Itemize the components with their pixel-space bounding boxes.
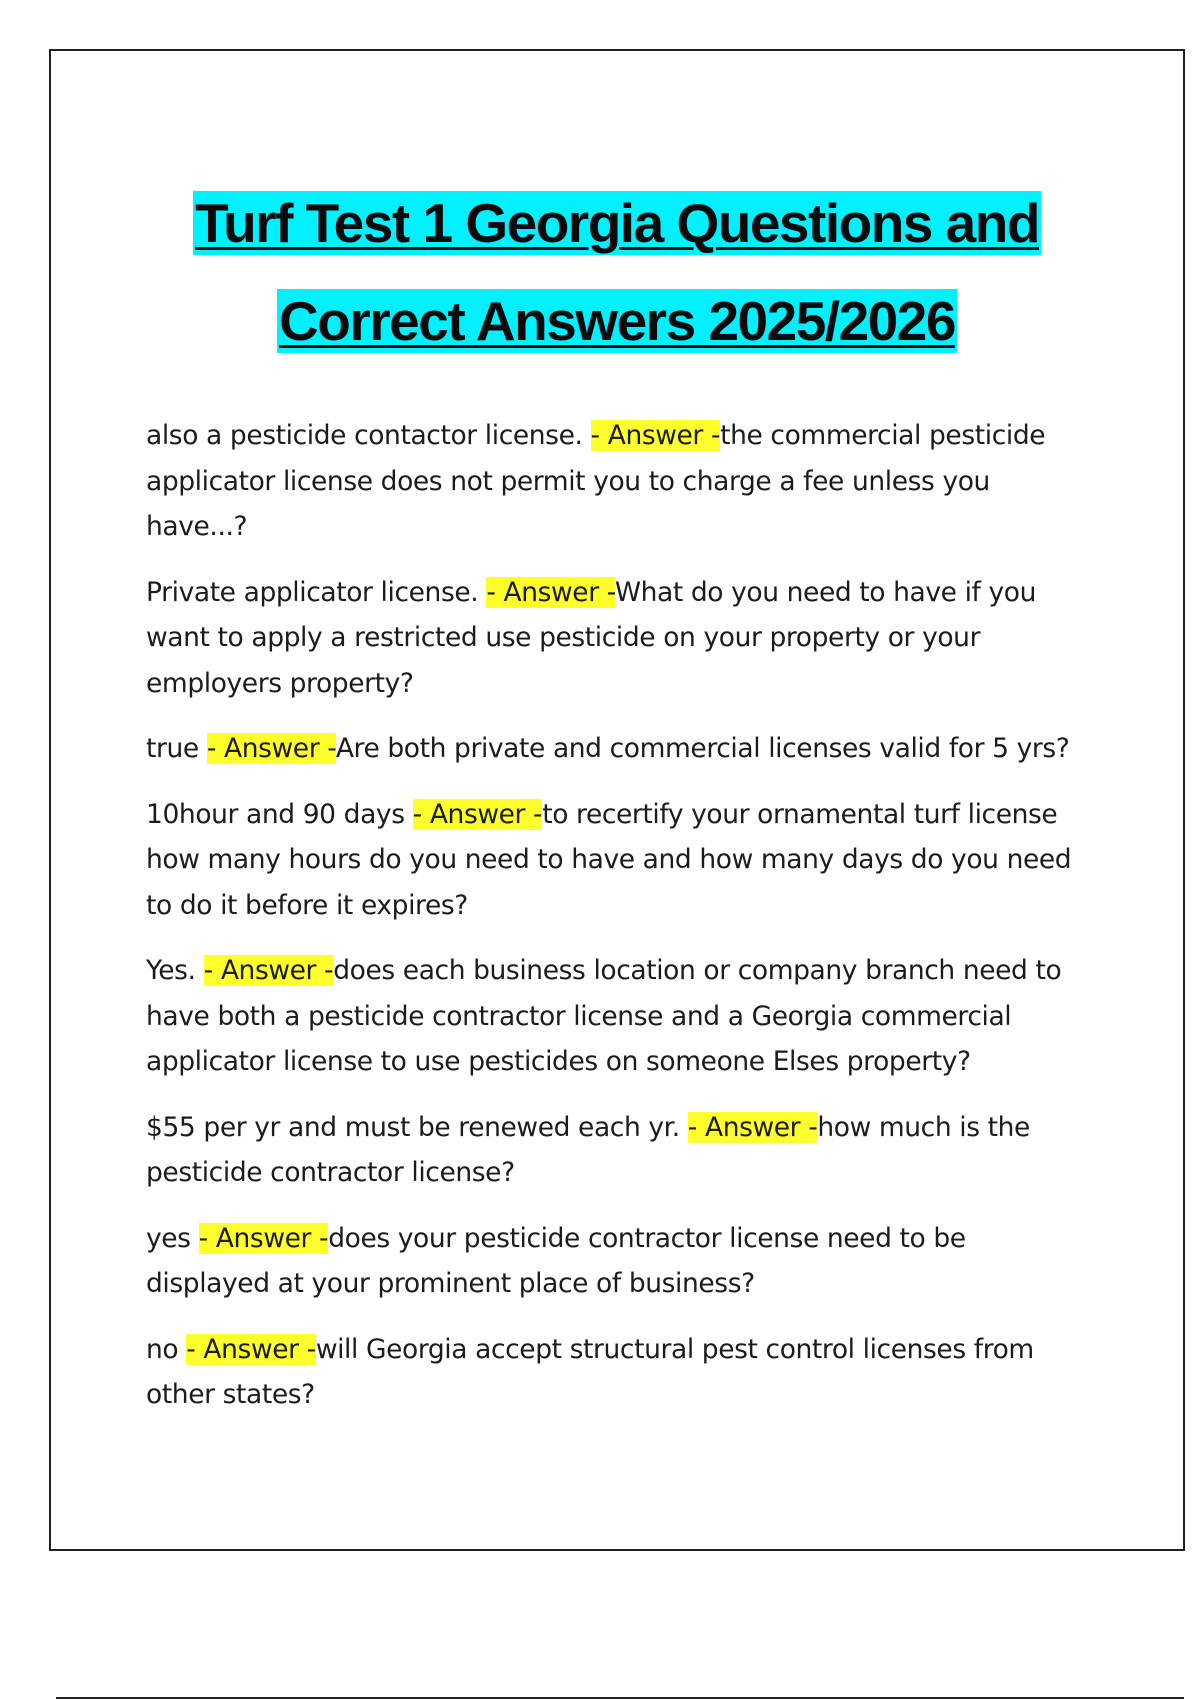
answer-tag: - Answer - [687, 1111, 818, 1143]
question-text: will Georgia accept structural pest control licenses from other states? [146, 1333, 1034, 1410]
answer-text: 10hour and 90 days [146, 798, 413, 830]
answer-tag: - Answer - [590, 420, 721, 451]
answer-tag: - Answer - [203, 955, 334, 986]
answer-tag: - Answer - [412, 798, 543, 830]
question-text: What do you need to have if you want to apply a restricted use pesticide on your property or your employers property? [146, 576, 1036, 699]
title-line-1: Turf Test 1 Georgia Questions and [195, 192, 1039, 254]
answer-text: also a pesticide contactor license. [146, 420, 591, 451]
qa-item [146, 1327, 1086, 1418]
answer-text: Yes. [146, 955, 204, 986]
qa-item [146, 792, 1086, 929]
title-line-2: Correct Answers 2025/2026 [279, 290, 955, 352]
qa-item [146, 570, 1086, 707]
qa-item [146, 1216, 1086, 1307]
answer-text: true [146, 733, 207, 764]
question-text: Are both private and commercial licenses valid for 5 yrs? [335, 733, 1070, 764]
answer-text: Private applicator license. [146, 576, 487, 608]
question-text: does your pesticide contractor license need to be displayed at your prominent place of business? [146, 1222, 966, 1299]
qa-item [146, 726, 1086, 772]
answer-tag: - Answer - [186, 1333, 316, 1365]
answer-tag: - Answer - [198, 1222, 329, 1254]
question-text: how much is the pesticide contractor license? [146, 1111, 1030, 1188]
qa-item [146, 1105, 1086, 1196]
question-text: does each business location or company branch need to have both a pesticide contractor license and a Georgia commercial applicator license to use pesticides on someone Elses property? [146, 955, 1062, 1077]
answer-text: $55 per yr and must be renewed each yr. [146, 1111, 688, 1143]
question-text: the commercial pesticide applicator license does not permit you to charge a fee unless you have...? [146, 420, 1046, 542]
bottom-rule [56, 1697, 1184, 1699]
question-text: to recertify your ornamental turf license how many hours do you need to have and how many days do you need to do it before it expires? [146, 798, 1072, 921]
document-title [51, 191, 1183, 353]
qa-item [146, 948, 1086, 1085]
answer-text: yes [146, 1222, 199, 1254]
answer-tag: - Answer - [486, 576, 615, 608]
answer-tag: - Answer - [206, 733, 336, 764]
qa-list [146, 413, 1086, 1438]
qa-item [146, 413, 1086, 550]
answer-text: no [146, 1333, 187, 1365]
